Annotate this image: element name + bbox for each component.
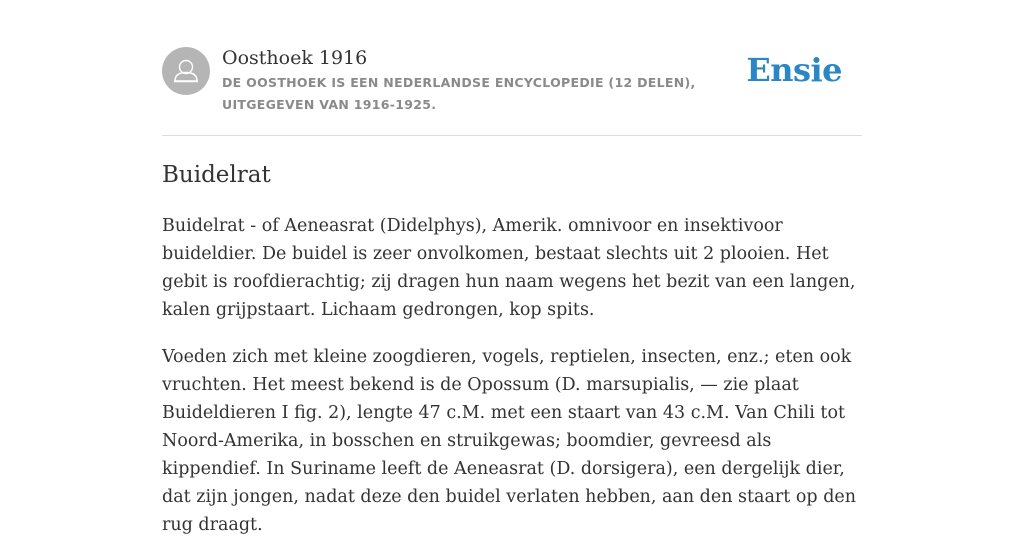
article-body: [162, 212, 862, 558]
article-title: Buidelrat: [162, 162, 271, 188]
author-info: [222, 44, 762, 116]
author-name[interactable]: Oosthoek 1916: [222, 47, 368, 69]
article-paragraph: Buidelrat - of Aeneasrat (Didelphys), Amerik. omnivoor en insektivoor buideldier. De buidel is zeer onvolkomen, bestaat slechts uit 2 plooien. Het gebit is roofdierachtig; zij dragen hun naam wegens het bezit van een langen, kalen grijpstaart. Lichaam gedrongen, kop spits.: [162, 216, 856, 320]
ensie-logo[interactable]: Ensie: [746, 51, 842, 89]
article-paragraph: Voeden zich met kleine zoogdieren, vogels, reptielen, insecten, enz.; eten ook vruchten. Het meest bekend is de Opossum (D. marsupialis, — zie plaat Buideldieren I fig. 2), lengte 47 c.M. met een staart van 43 c.M. Van Chili tot Noord-Amerika, in bosschen en struikgewas; boomdier, gevreesd als kippendief. In Suriname leeft de Aeneasrat (D. dorsigera), een dergelijk dier, dat zijn jongen, nadat deze den buidel verlaten hebben, aan den staart op den rug draagt.: [162, 347, 857, 535]
user-icon: [162, 47, 210, 95]
author-header: [162, 44, 862, 120]
header-divider: [162, 135, 862, 136]
author-description: DE OOSTHOEK IS EEN NEDERLANDSE ENCYCLOPEDIE (12 DELEN), UITGEGEVEN VAN 1916-1925.: [222, 75, 696, 112]
author-avatar[interactable]: [162, 47, 210, 95]
